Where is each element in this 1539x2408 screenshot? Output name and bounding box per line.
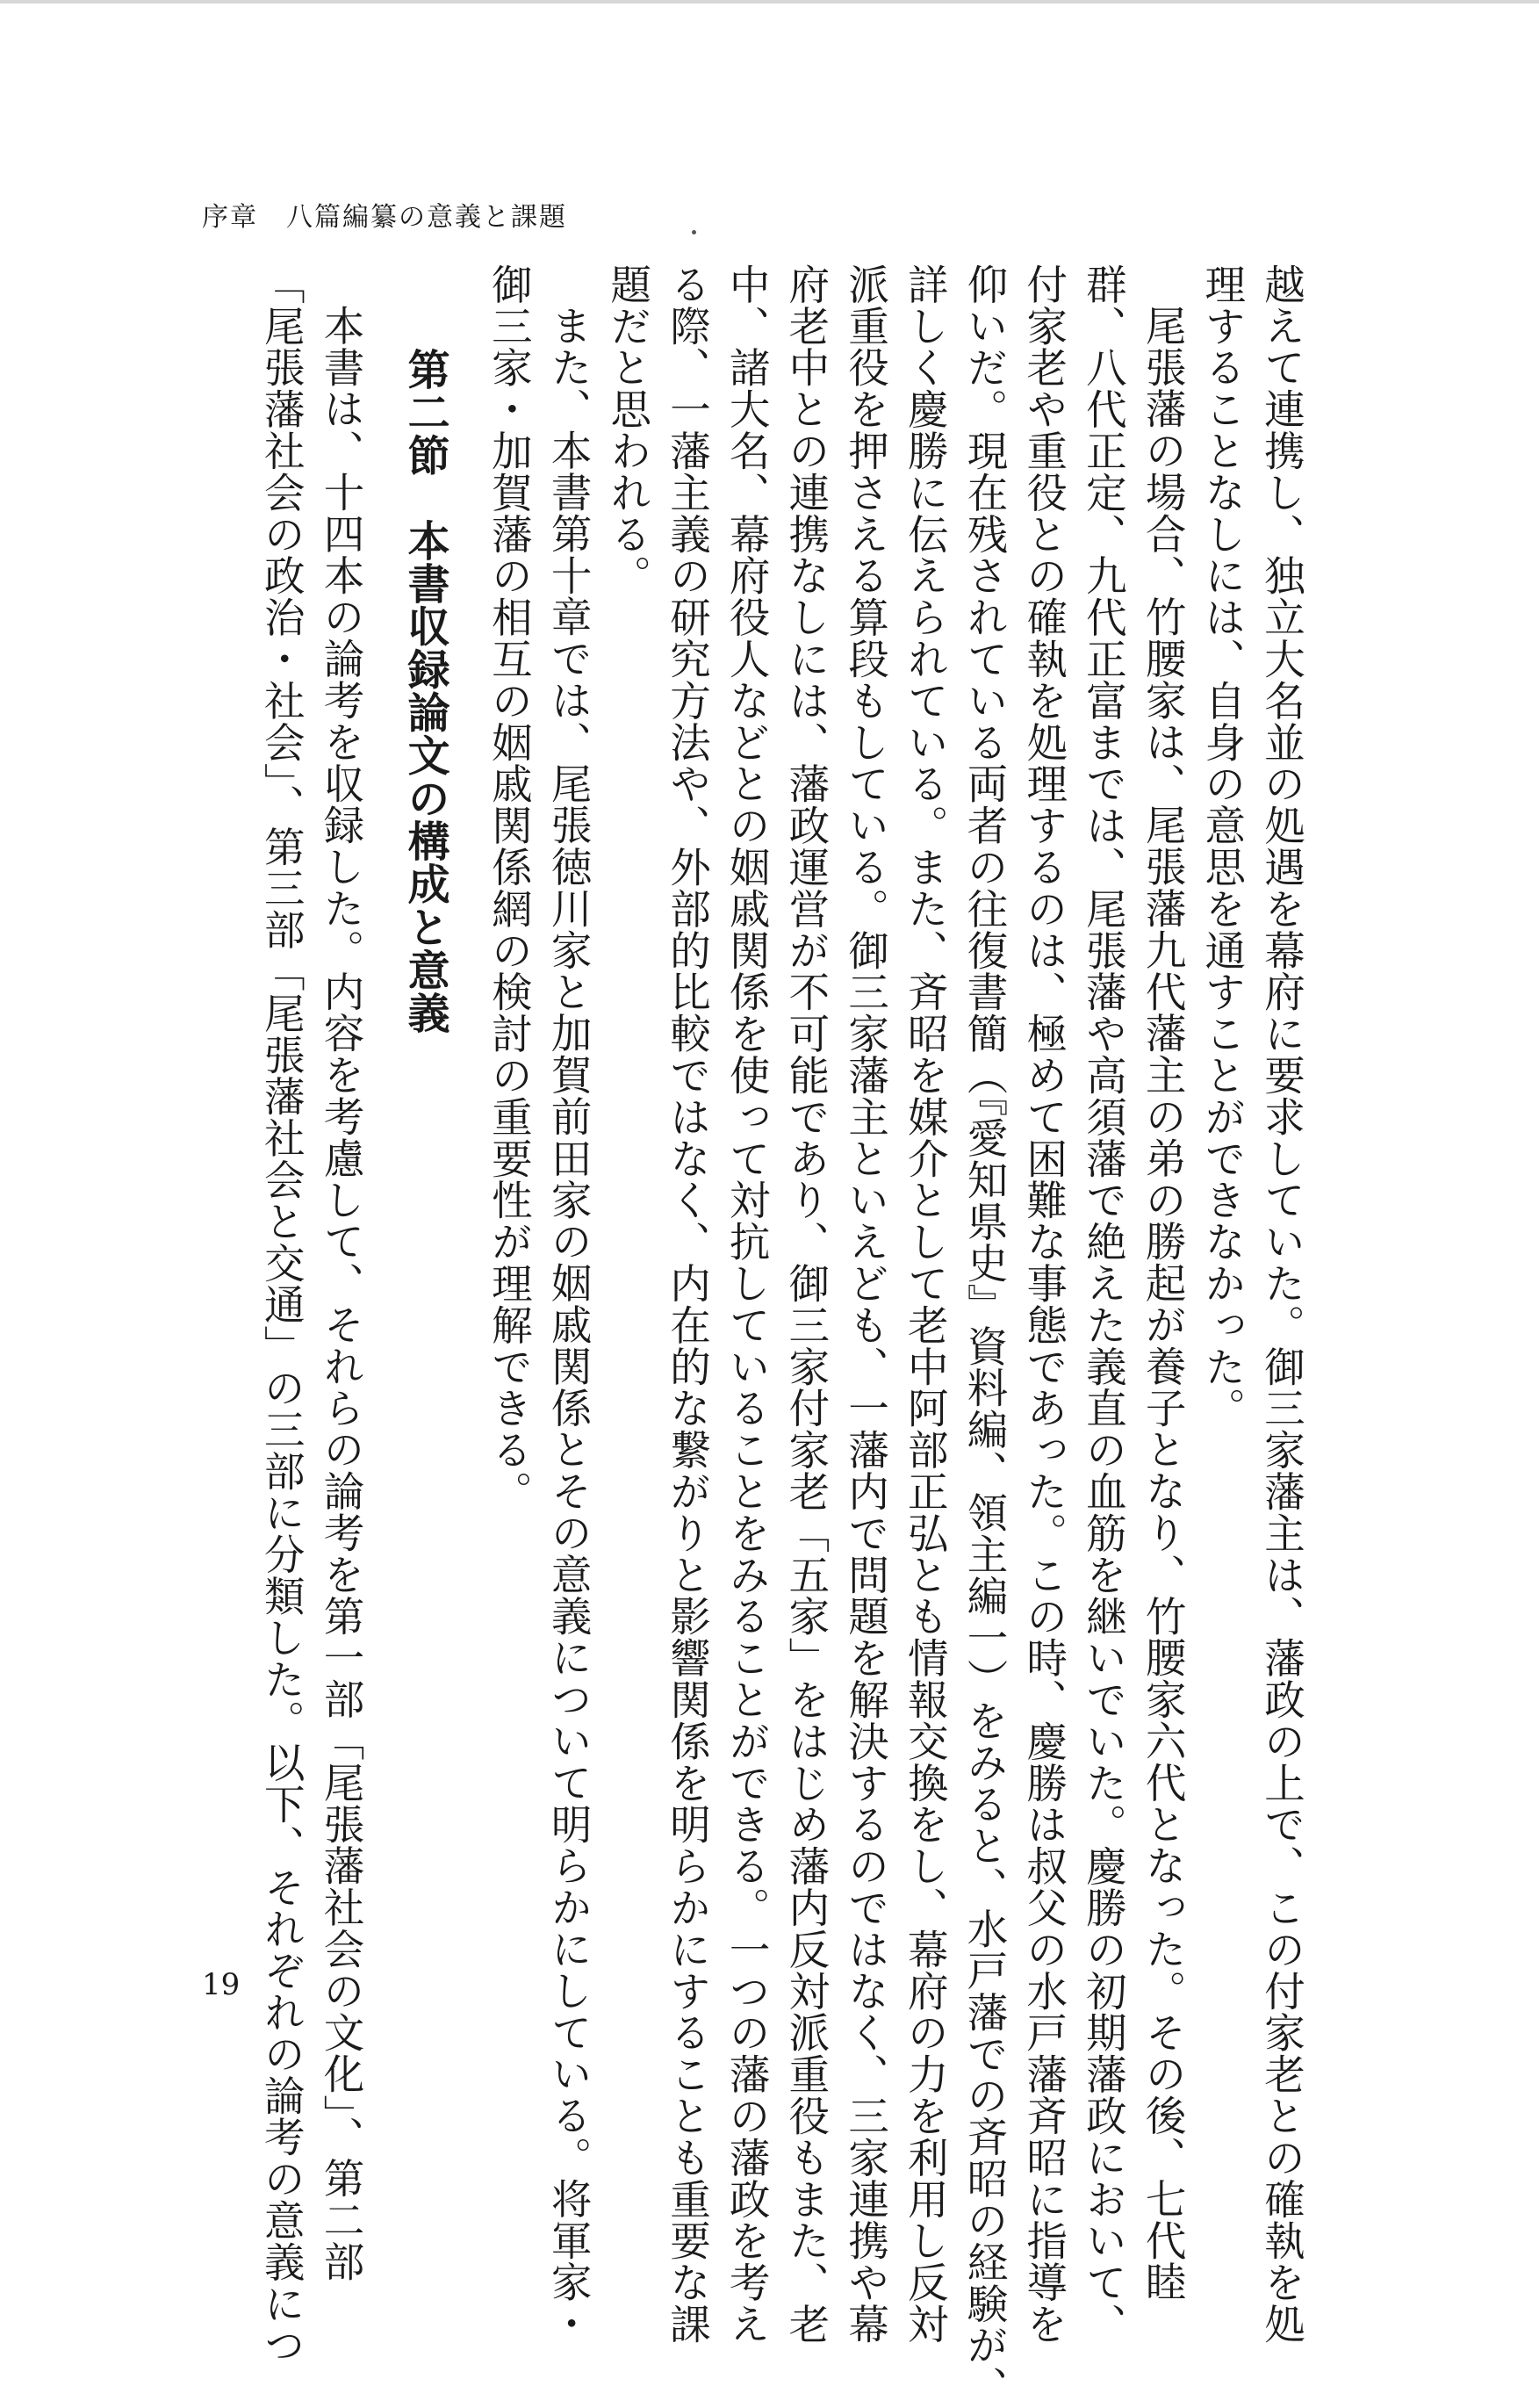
text-column: 付家老や重役との確執を処理するのは、極めて困難な事態であった。この時、慶勝は叔父の水戸藩斉昭に指導を [1020,263,1068,2345]
text-column: 本書は、十四本の論考を収録した。内容を考慮して、それらの論考を第一部「尾張藩社会の文化」、第二部 [317,304,365,2282]
text-column: 中、諸大名、幕府役人などとの姻戚関係を使って対抗していることをみることができる。一つの藩の藩政を考え [723,263,771,2345]
text-column: 詳しく慶勝に伝えられている。また、斉昭を媒介として老中阿部正弘とも情報交換をし、幕府の力を利用し反対 [901,263,949,2345]
body-text [251,263,1311,2408]
text-column: 仰いだ。現在残されている両者の往復書簡（『愛知県史』資料編、領主編一）をみると、水戸藩での斉昭の経験が、 [960,263,1009,2408]
text-column: 御三家・加賀藩の相互の姻戚関係網の検討の重要性が理解できる。 [485,263,533,1512]
section-heading-number: 第二節 [400,348,450,477]
text-column: また、本書第十章では、尾張徳川家と加賀前田家の姻戚関係とその意義について明らかにしている。将軍家・ [544,304,593,2345]
text-column: 越えて連携し、独立大名並の処遇を幕府に要求していた。御三家藩主は、藩政の上で、この付家老との確執を処 [1258,263,1305,2345]
text-column: 理することなしには、自身の意思を通すことができなかった。 [1198,263,1247,1430]
text-column: 群、八代正定、九代正富までは、尾張藩や高須藩で絶えた義直の血筋を継いでいた。慶勝の初期藩政において、 [1079,263,1127,2345]
scan-speck [692,230,696,234]
page-top-edge [0,0,1539,4]
text-column: 尾張藩の場合、竹腰家は、尾張藩九代藩主の弟の勝起が養子となり、竹腰家六代となった。その後、七代睦 [1139,304,1187,2303]
text-column: 府老中との連携なしには、藩政運営が不可能であり、御三家付家老「五家」をはじめ藩内反対派重役もまた、老 [782,263,831,2345]
text-column: 題だと思われる。 [604,263,652,597]
text-column: 派重役を押さえる算段もしている。御三家藩主といえども、一藩内で問題を解決するのではなく、三家連携や幕 [842,263,890,2345]
section-heading-title: 本書収録論文の構成と意義 [400,518,450,1035]
page-number: 19 [202,1967,241,2002]
text-column: 「尾張藩社会の政治・社会」、第三部「尾張藩社会と交通」の三部に分類した。以下、それぞれの論考の意義につ [257,263,306,2367]
running-header: 序章 八篇編纂の意義と課題 [202,202,567,233]
section-heading [394,263,454,1748]
text-column: る際、一藩主義の研究方法や、外部的比較ではなく、内在的な繋がりと影響関係を明らかにすることも重要な課 [663,263,711,2345]
